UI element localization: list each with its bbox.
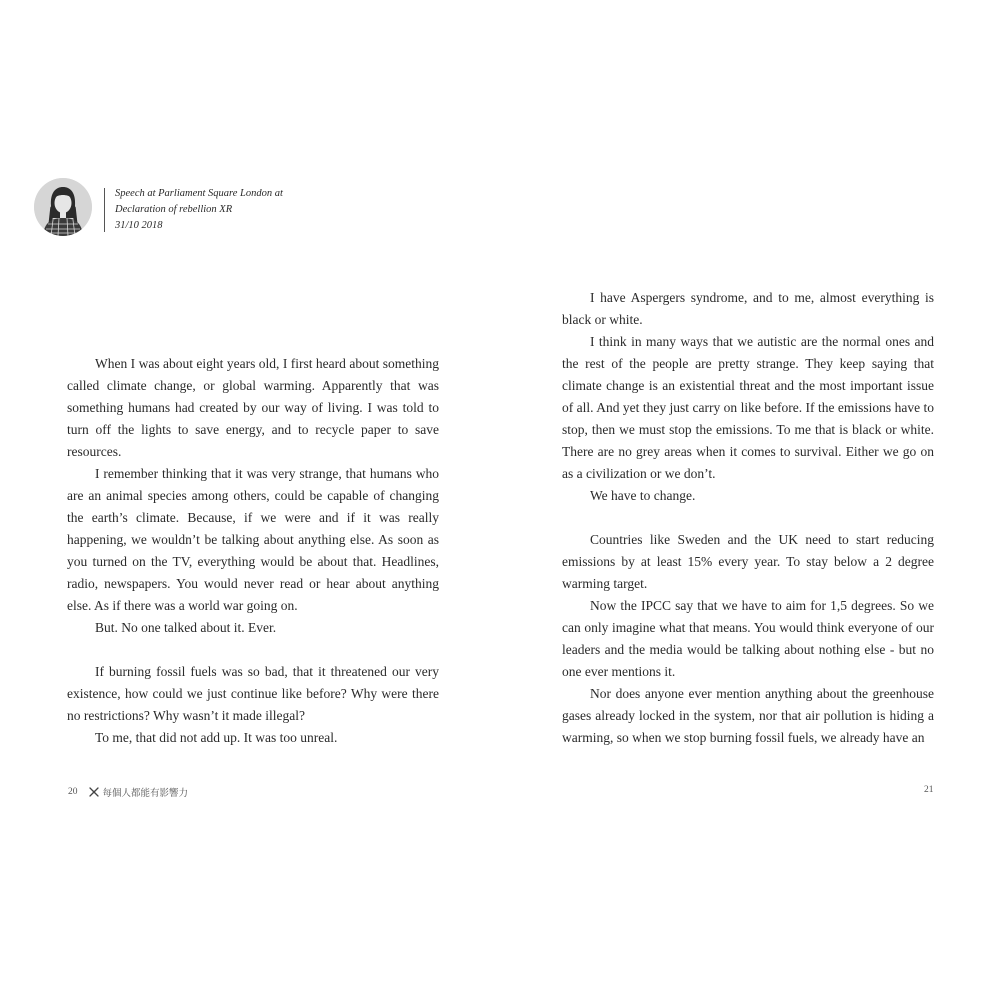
speech-caption-line: Speech at Parliament Square London at — [115, 188, 283, 199]
paragraph: Now the IPCC say that we have to aim for 1,5 degrees. So we can only imagine what that means. You would think everyone of our leaders and the media would be talking about nothing else - but no one ever mentions it. — [562, 598, 934, 679]
portrait-illustration-icon — [34, 178, 92, 236]
left-body-text — [67, 353, 439, 749]
running-title: 每個人都能有影響力 — [102, 788, 189, 799]
page-number-right: 21 — [924, 785, 934, 795]
left-footer — [68, 785, 188, 799]
paragraph: I think in many ways that we autistic are the normal ones and the rest of the people are pretty strange. They keep saying that climate change is an existential threat and the most important issue of all. And yet they just carry on like before. If the emissions have to stop, then we must stop the emissions. To me that is black or white. There are no grey areas when it comes to survival. Either we go on as a civilization or we don’t. — [562, 334, 934, 481]
paragraph: Nor does anyone ever mention anything about the greenhouse gases already locked in the system, nor that air pollution is hiding a warming, so when we stop burning fossil fuels, we already have an — [562, 686, 934, 745]
paragraph: We have to change. — [590, 488, 696, 503]
speech-caption-line: Declaration of rebellion XR — [115, 204, 233, 215]
paragraph: If burning fossil fuels was so bad, that it threatened our very existence, how could we just continue like before? Why were there no restrictions? Why wasn’t it made illegal? — [67, 664, 439, 723]
paragraph: I have Aspergers syndrome, and to me, almost everything is black or white. — [562, 290, 934, 327]
paragraph-spacer — [562, 507, 934, 529]
paragraph: To me, that did not add up. It was too unreal. — [95, 730, 338, 745]
speech-header — [34, 178, 334, 240]
right-page — [500, 0, 1000, 1000]
book-logo-icon — [88, 786, 100, 798]
paragraph: But. No one talked about it. Ever. — [95, 620, 277, 635]
page-number-left: 20 — [68, 787, 78, 797]
speech-caption-date: 31/10 2018 — [115, 220, 163, 231]
paragraph: Countries like Sweden and the UK need to start reducing emissions by at least 15% every year. To stay below a 2 degree warming target. — [562, 532, 934, 591]
paragraph-spacer — [67, 639, 439, 661]
header-divider — [104, 188, 105, 232]
paragraph: I remember thinking that it was very strange, that humans who are an animal species among others, could be capable of changing the earth’s climate. Because, if we were and if it was really happening, we wouldn’t be talking about anything else. As soon as you turned on the TV, everything would be about that. Headlines, radio, newspapers. You would never read or hear about anything else. As if there was a world war going on. — [67, 466, 439, 613]
right-body-text — [562, 287, 934, 749]
speech-caption — [115, 186, 345, 234]
paragraph: When I was about eight years old, I first heard about something called climate change, or global warming. Apparently that was something humans had created by our way of living. I was told to turn off the lights to save energy, and to recycle paper to save resources. — [67, 356, 439, 459]
